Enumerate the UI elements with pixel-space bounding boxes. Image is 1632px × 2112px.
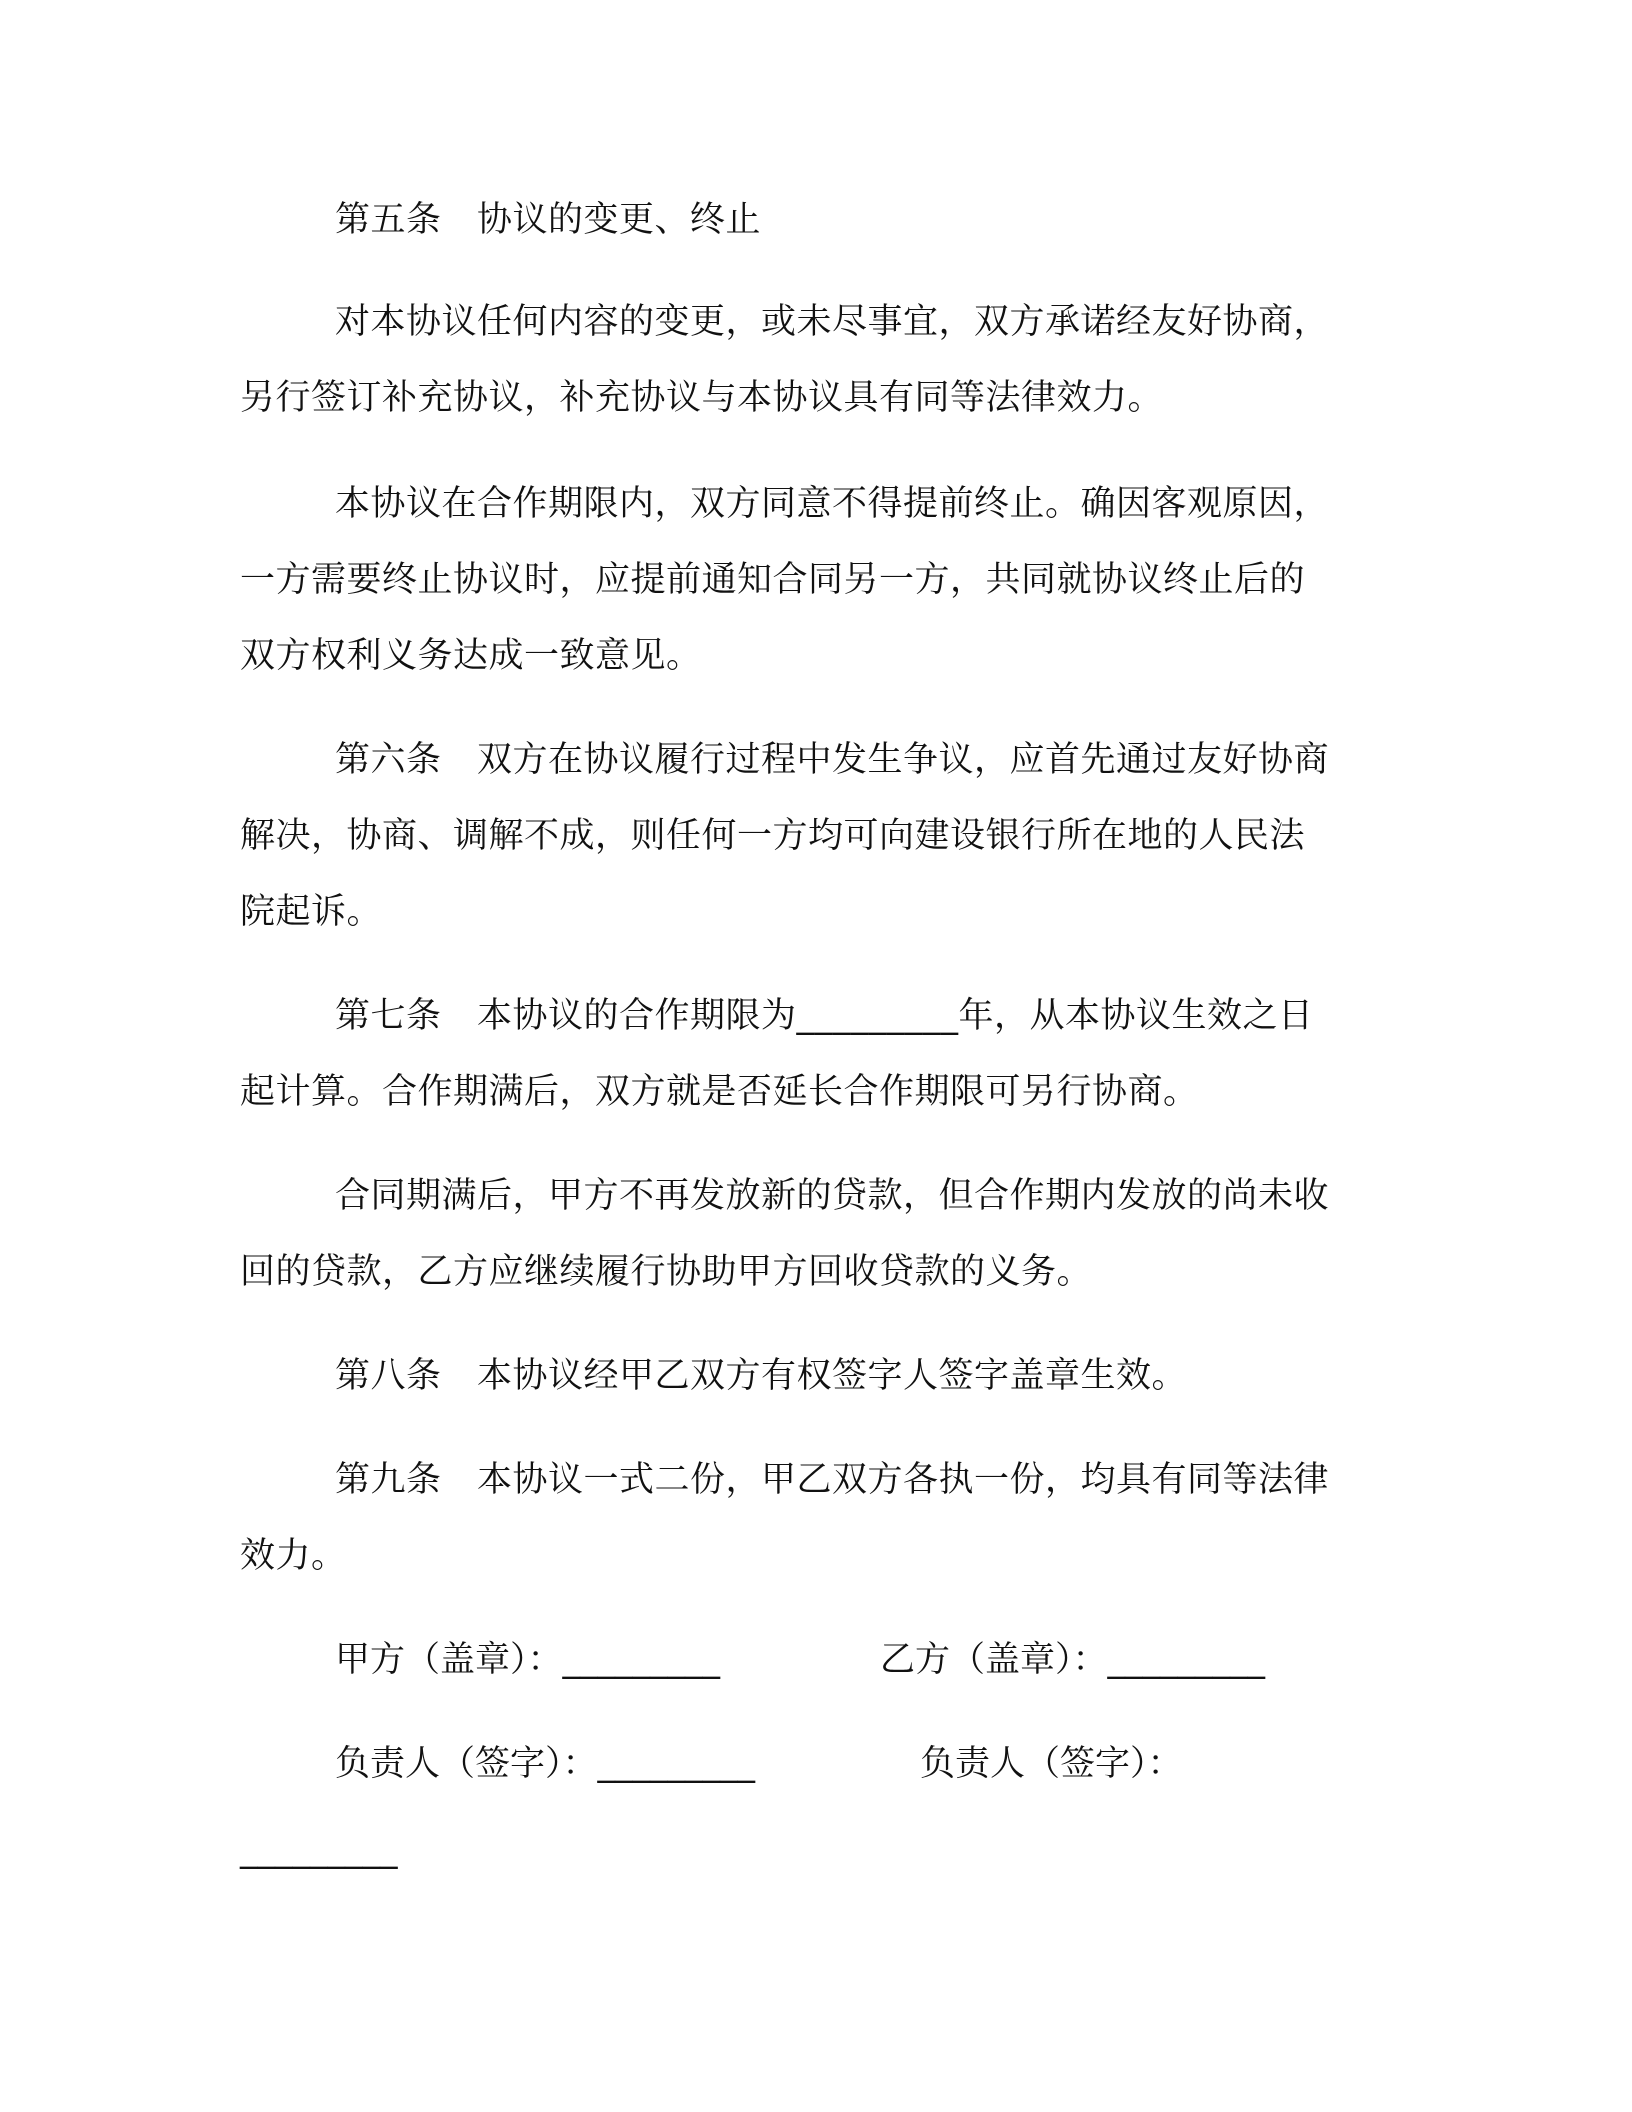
paragraph-line: 对本协议任何内容的变更，或未尽事宜，双方承诺经友好协商， xyxy=(335,302,1330,342)
party-a-seal-field: 甲方（盖章）：_________ xyxy=(335,1640,721,1680)
paragraph-line: 起计算。合作期满后，双方就是否延长合作期限可另行协商。 xyxy=(240,1072,1199,1112)
paragraph-line: 本协议在合作期限内，双方同意不得提前终止。确因客观原因， xyxy=(335,484,1330,524)
article-7-line: 第七条 本协议的合作期限为_________年，从本协议生效之日 xyxy=(335,996,1314,1036)
paragraph-line: 一方需要终止协议时，应提前通知合同另一方，共同就协议终止后的 xyxy=(240,560,1306,600)
party-b-signature-field: 负责人（签字）： xyxy=(920,1744,1183,1784)
paragraph-line: 另行签订补充协议，补充协议与本协议具有同等法律效力。 xyxy=(240,378,1164,418)
paragraph-line: 回的贷款，乙方应继续履行协助甲方回收贷款的义务。 xyxy=(240,1252,1093,1292)
paragraph-line: 解决，协商、调解不成，则任何一方均可向建设银行所在地的人民法 xyxy=(240,816,1306,856)
party-b-signature-blank: _________ xyxy=(240,1830,398,1870)
article-8-line: 第八条 本协议经甲乙双方有权签字人签字盖章生效。 xyxy=(335,1356,1188,1396)
paragraph-line: 合同期满后，甲方不再发放新的贷款，但合作期内发放的尚未收 xyxy=(335,1176,1330,1216)
article-9-line: 第九条 本协议一式二份，甲乙双方各执一份，均具有同等法律 xyxy=(335,1460,1330,1500)
article-5-heading: 第五条 协议的变更、终止 xyxy=(335,200,762,240)
party-a-signature-field: 负责人（签字）：_________ xyxy=(335,1744,756,1784)
party-b-seal-field: 乙方（盖章）：_________ xyxy=(880,1640,1266,1680)
paragraph-line: 效力。 xyxy=(240,1536,347,1576)
article-6-line: 第六条 双方在协议履行过程中发生争议，应首先通过友好协商 xyxy=(335,740,1330,780)
paragraph-line: 双方权利义务达成一致意见。 xyxy=(240,636,702,676)
paragraph-line: 院起诉。 xyxy=(240,892,383,932)
